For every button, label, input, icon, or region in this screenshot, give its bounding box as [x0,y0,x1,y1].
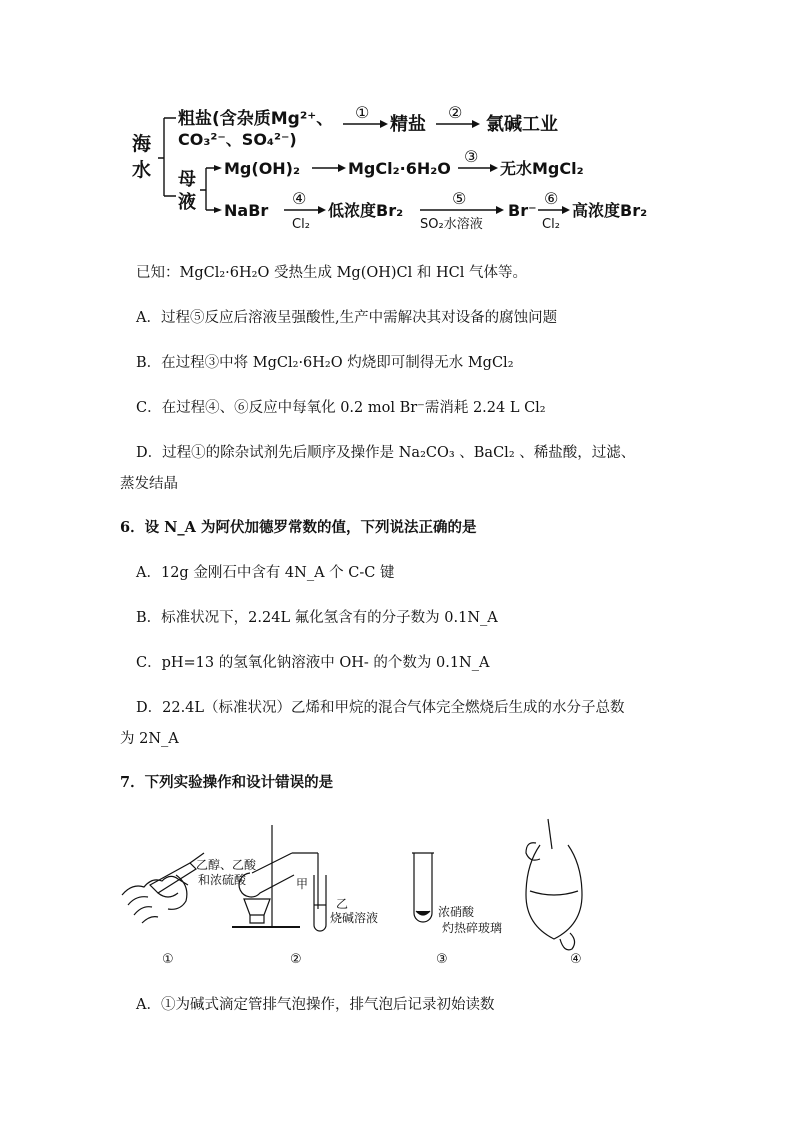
label-naoh: 烧碱溶液 [330,911,379,925]
label-glass: 灼热碎玻璃 [442,921,503,935]
flow-fine-salt: 精盐 [390,114,426,135]
flow-chlor-alkali: 氯碱工业 [486,114,558,135]
flow-mother-1: 母 [178,169,196,190]
flow-step-1: ① [355,103,370,122]
flow-crude-salt: 粗盐(含杂质Mg²⁺、 [178,109,334,129]
q6-option-b: B．标准状况下，2.24L 氟化氢含有的分子数为 0.1N_A [136,610,498,626]
flow-crude-salt-2: CO₃²⁻、SO₄²⁻) [178,130,297,149]
figure-1-burette-hands [122,853,204,923]
flow-low-br2: 低浓度Br₂ [328,201,404,220]
figure-2-ester-setup [232,825,326,931]
seawater-flow-diagram [0,0,794,240]
figure-4-separatory-funnel [526,819,582,950]
flow-step-5: ⑤ [452,189,467,208]
q6-option-d-1: D．22.4L（标准状况）乙烯和甲烷的混合气体完全燃烧后生成的水分子总数 [136,700,625,716]
flow-mother-2: 液 [178,192,196,213]
figure-number-3: ③ [436,952,448,967]
q5-option-d-2: 蒸发结晶 [120,476,178,492]
flow-br-minus: Br⁻ [508,201,537,220]
flow-step-4: ④ [292,189,307,208]
flow-anhydrous: 无水MgCl₂ [500,159,584,178]
q5-option-a: A．过程⑤反应后溶液呈强酸性,生产中需解决其对设备的腐蚀问题 [136,310,558,326]
label-hno3: 浓硝酸 [438,905,475,919]
q6-stem: 6．设 N_A 为阿伏加德罗常数的值，下列说法正确的是 [120,519,477,536]
q5-option-c: C．在过程④、⑥反应中每氧化 0.2 mol Br⁻需消耗 2.24 L Cl₂ [136,400,546,416]
q5-known: 已知：MgCl₂·6H₂O 受热生成 Mg(OH)Cl 和 HCl 气体等。 [136,265,527,281]
q6-option-a: A．12g 金刚石中含有 4N_A 个 C-C 键 [136,565,395,581]
flow-step-6: ⑥ [544,189,559,208]
label-yi: 乙 [336,897,349,911]
flow-step-2: ② [448,103,463,122]
flow-so2: SO₂水溶液 [420,217,483,232]
flow-mgoh2: Mg(OH)₂ [224,159,300,178]
apparatus-figures [0,815,794,995]
q7-stem: 7．下列实验操作和设计错误的是 [120,774,334,791]
flow-cl2-b: Cl₂ [542,217,560,232]
q7-option-a: A．①为碱式滴定管排气泡操作，排气泡后记录初始读数 [136,997,495,1013]
figure-number-4: ④ [570,952,582,967]
flow-mgcl2-hydrate: MgCl₂·6H₂O [348,159,451,178]
figure-number-2: ② [290,952,302,967]
flow-step-3: ③ [464,147,479,166]
flow-sea-1: 海 [132,133,152,155]
label-jia: 甲 [296,877,309,891]
flow-high-br2: 高浓度Br₂ [572,201,648,220]
flow-cl2-a: Cl₂ [292,217,310,232]
figure-3-test-tube [412,853,434,922]
q5-option-d-1: D．过程①的除杂试剂先后顺序及操作是 Na₂CO₃ 、BaCl₂ 、稀盐酸，过滤、 [136,445,636,461]
figure-number-1: ① [162,952,174,967]
q5-option-b: B．在过程③中将 MgCl₂·6H₂O 灼烧即可制得无水 MgCl₂ [136,355,514,371]
label-ethanol: 乙醇、乙酸 [196,858,257,872]
flow-nabr: NaBr [224,201,269,220]
q6-option-d-2: 为 2N_A [120,731,179,747]
q6-option-c: C．pH=13 的氢氧化钠溶液中 OH- 的个数为 0.1N_A [136,655,490,671]
label-acid: 和浓硫酸 [198,873,247,887]
flow-sea-2: 水 [132,159,152,181]
